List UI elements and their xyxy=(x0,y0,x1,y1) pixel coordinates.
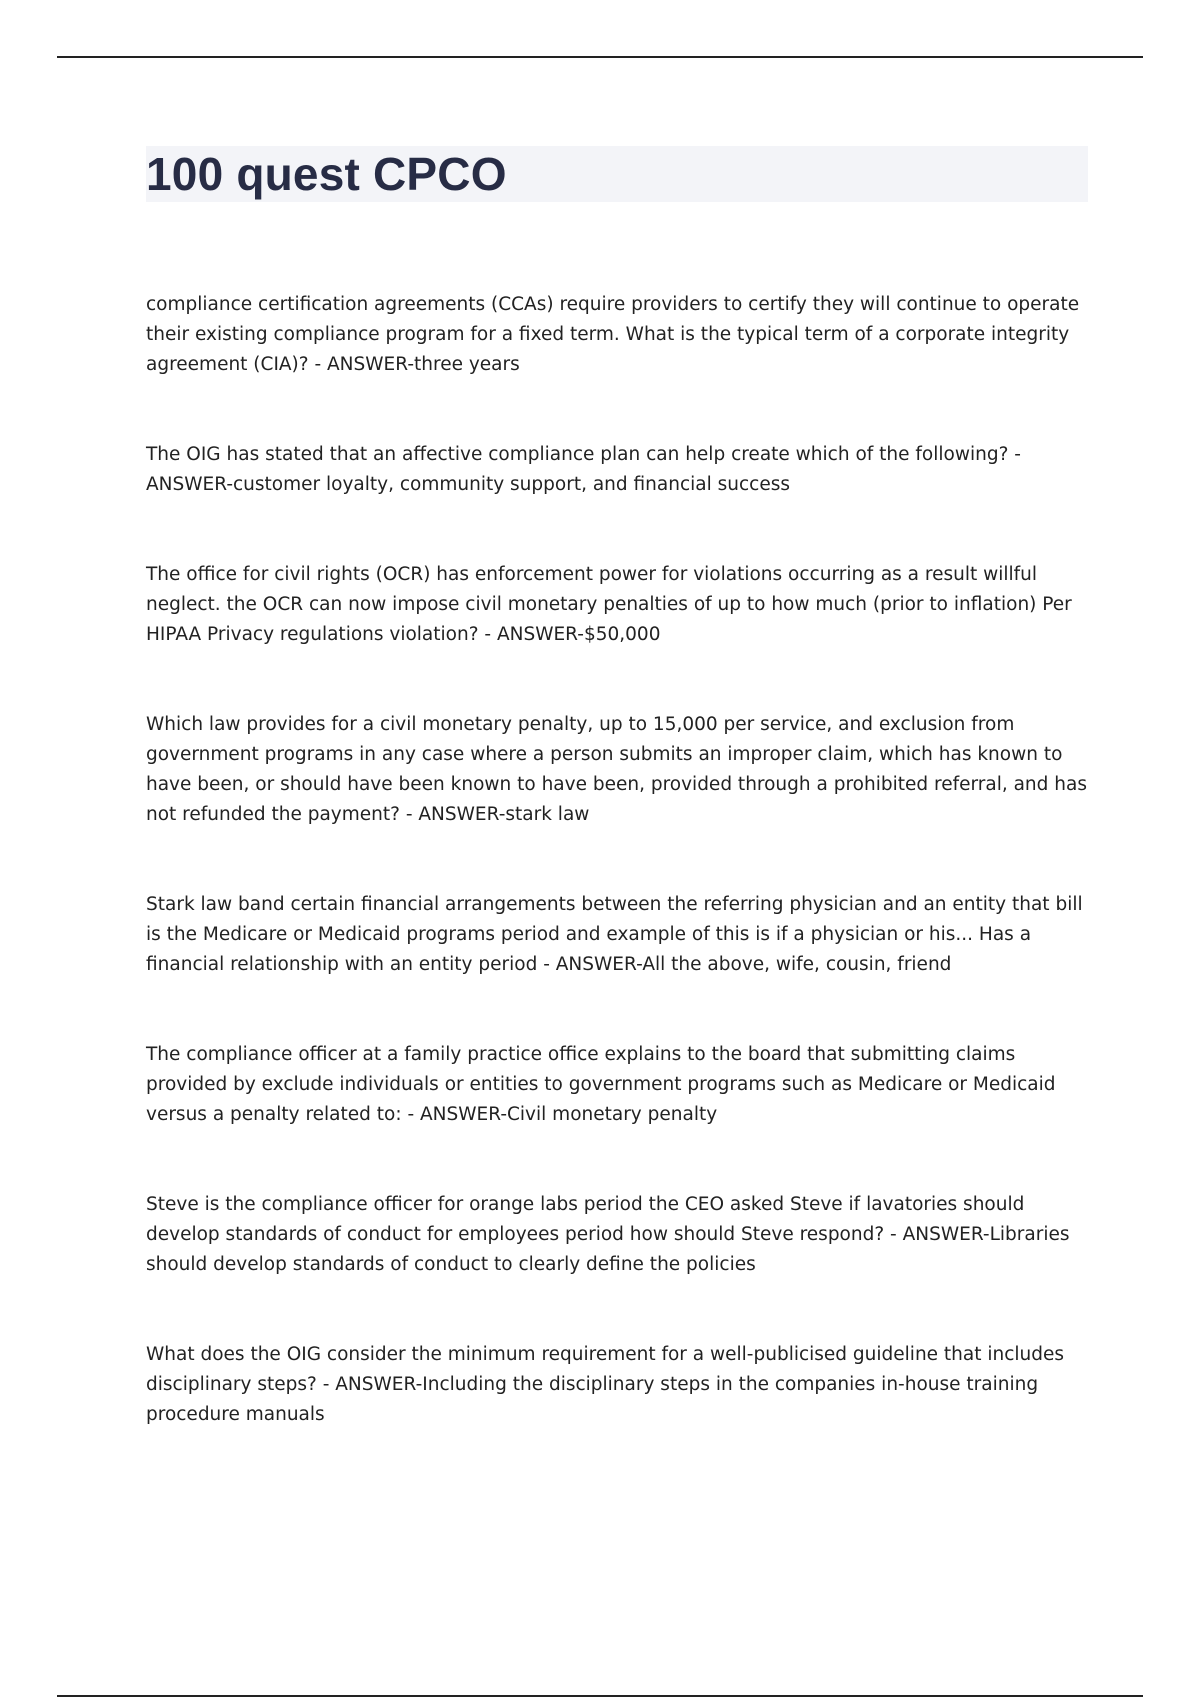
qa-list xyxy=(146,290,1088,1490)
qa-item: The OIG has stated that an affective compliance plan can help create which of the following? - ANSWER-customer loyalty, community support, and financial success xyxy=(146,444,1021,495)
qa-item: Which law provides for a civil monetary penalty, up to 15,000 per service, and exclusion from government programs in any case where a person submits an improper claim, which has known to have been, or should have been known to have been, provided through a prohibited referral, and has not refunded the payment? - ANSWER-stark law xyxy=(146,714,1087,825)
qa-item: The office for civil rights (OCR) has enforcement power for violations occurring as a result willful neglect. the OCR can now impose civil monetary penalties of up to how much (prior to inflation) Per HIPAA Privacy regulations violation? - ANSWER-$50,000 xyxy=(146,564,1072,645)
qa-item: Stark law band certain financial arrangements between the referring physician and an entity that bill is the Medicare or Medicaid programs period and example of this is if a physician or his... Has a financial relationship with an entity period - ANSWER-All the above, wife, cousin, friend xyxy=(146,894,1083,975)
document-title: 100 quest CPCO xyxy=(146,148,507,200)
top-rule xyxy=(57,56,1143,58)
qa-item: Steve is the compliance officer for orange labs period the CEO asked Steve if lavatories should develop standards of conduct for employees period how should Steve respond? - ANSWER-Libraries should develop standards of conduct to clearly define the policies xyxy=(146,1194,1070,1275)
qa-item: compliance certification agreements (CCAs) require providers to certify they will continue to operate their existing compliance program for a fixed term. What is the typical term of a corporate integrity agreement (CIA)? - ANSWER-three years xyxy=(146,294,1080,375)
bottom-rule xyxy=(57,1695,1143,1697)
qa-item: What does the OIG consider the minimum requirement for a well-publicised guideline that includes disciplinary steps? - ANSWER-Including the disciplinary steps in the companies in-house training procedure manuals xyxy=(146,1344,1065,1425)
qa-item: The compliance officer at a family practice office explains to the board that submitting claims provided by exclude individuals or entities to government programs such as Medicare or Medicaid versus a penalty related to: - ANSWER-Civil monetary penalty xyxy=(146,1044,1056,1125)
title-banner xyxy=(146,146,1088,202)
